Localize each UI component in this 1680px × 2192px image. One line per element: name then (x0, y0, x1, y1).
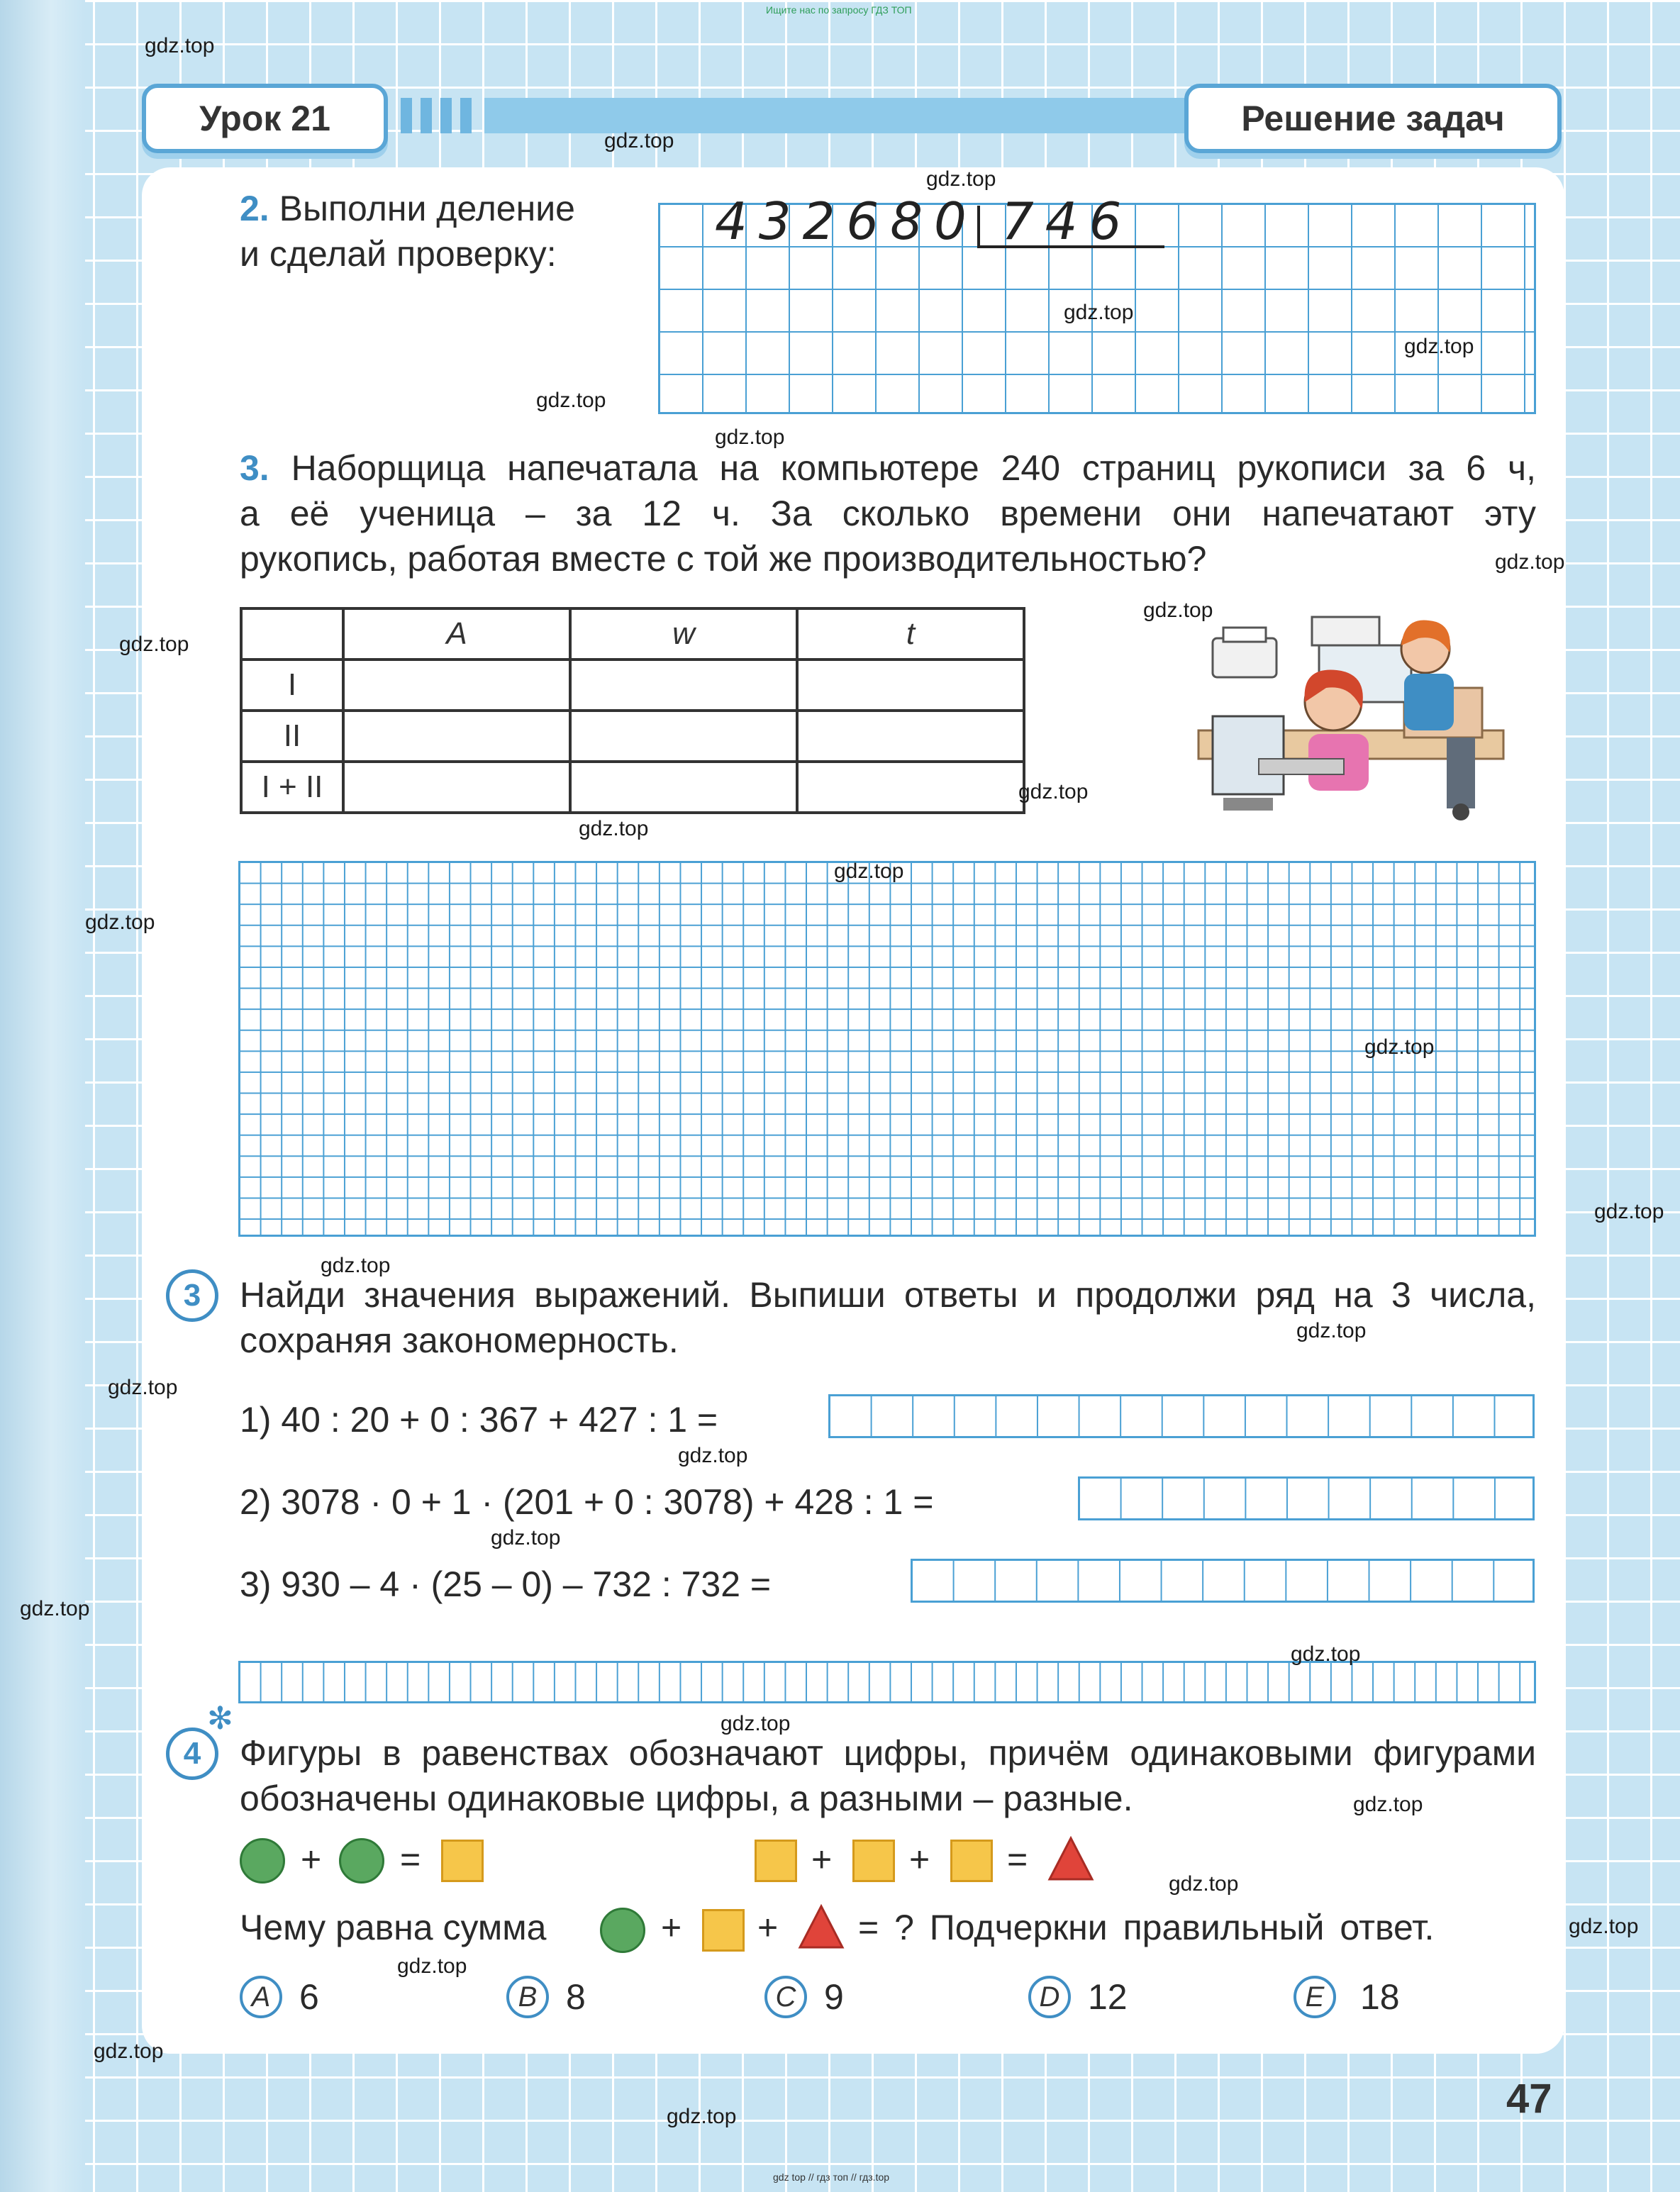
plus-sign: + (301, 1840, 322, 1879)
watermark: gdz.top (397, 1954, 467, 1978)
table-row-label: II (241, 711, 343, 762)
task2-line1: Выполни деление (279, 189, 575, 228)
ex3-text (240, 1272, 1536, 1363)
plus-sign: + (661, 1908, 682, 1947)
table-header-empty (241, 608, 343, 660)
plus-sign: + (909, 1840, 930, 1879)
red-triangle-icon (797, 1903, 845, 1950)
green-circle-icon (600, 1908, 645, 1953)
watermark: gdz.top (1143, 599, 1213, 622)
watermark: gdz.top (1353, 1793, 1423, 1816)
task3-line2: а её ученица – за 12 ч. За сколько времени они напечатают эту (240, 494, 1536, 533)
watermark: gdz.top (1594, 1200, 1664, 1223)
table-row-label: I (241, 660, 343, 711)
plus-sign: + (811, 1840, 833, 1879)
table-cell[interactable] (570, 660, 797, 711)
task3-answer-grid[interactable] (238, 861, 1536, 1237)
table-header-a: A (343, 608, 570, 660)
ex3-line1: Найди значения выражений. Выпиши ответы и продолжи ряд на 3 числа, (240, 1275, 1536, 1315)
lesson-label: Урок 21 (199, 99, 330, 138)
task3-number: 3. (240, 448, 269, 488)
watermark: gdz.top (1495, 550, 1565, 574)
option-letter: C (764, 1976, 807, 2018)
green-circle-icon (240, 1838, 285, 1884)
watermark: gdz.top (1291, 1642, 1361, 1666)
watermark: gdz.top (85, 911, 155, 934)
task2-number: 2. (240, 189, 269, 228)
top-banner: Ищите нас по запросу ГДЗ ТОП (766, 4, 912, 16)
watermark: gdz.top (604, 129, 674, 152)
option-value: 18 (1360, 1977, 1400, 2017)
expression-2: 2) 3078 · 0 + 1 · (201 + 0 : 3078) + 428 : 1 = (240, 1482, 934, 1522)
watermark: gdz.top (1404, 335, 1474, 358)
yellow-square-icon (441, 1840, 484, 1882)
ex4-text (240, 1730, 1536, 1821)
task2-line2: и сделай проверку: (240, 234, 557, 274)
watermark: gdz.top (579, 817, 649, 840)
task3-line3: рукопись, работая вместе с той же производительностью? (240, 539, 1207, 579)
division-dividend: 432680 (715, 191, 978, 251)
watermark: gdz.top (536, 389, 606, 412)
watermark: gdz.top (108, 1376, 178, 1399)
answer-cells-1[interactable] (828, 1394, 1535, 1438)
plus-sign: + (757, 1908, 779, 1947)
watermark: gdz.top (834, 859, 904, 883)
header-stripes (401, 98, 1188, 133)
star-icon: ✻ (207, 1701, 233, 1736)
watermark: gdz.top (491, 1526, 561, 1550)
ex4-line1: Фигуры в равенствах обозначают цифры, причём одинаковыми фигурами (240, 1733, 1536, 1773)
table-cell[interactable] (343, 711, 570, 762)
task3-text (240, 445, 1536, 582)
option-value: 8 (566, 1977, 586, 2017)
watermark: gdz.top (926, 167, 996, 191)
watermark: gdz.top (678, 1444, 748, 1467)
ex3-badge: 3 (166, 1269, 218, 1322)
table-header-w: w (570, 608, 797, 660)
continuation-cells[interactable] (238, 1661, 1536, 1703)
table-header-t: t (797, 608, 1024, 660)
task3-line1: Наборщица напечатала на компьютере 240 страниц рукописи за 6 ч, (291, 448, 1536, 488)
ex4-line2: обозначены одинаковые цифры, а разными – разные. (240, 1779, 1133, 1818)
option-letter: B (506, 1976, 549, 2018)
option-letter: D (1028, 1976, 1071, 2018)
topic-badge (1184, 84, 1562, 153)
option-value: 9 (824, 1977, 844, 2017)
watermark: gdz.top (667, 2105, 737, 2128)
watermark: gdz.top (119, 633, 189, 656)
equals-sign: = (1007, 1840, 1028, 1879)
table-cell[interactable] (343, 762, 570, 813)
watermark: gdz.top (20, 1597, 90, 1620)
question-start: Чему равна сумма (240, 1908, 547, 1947)
topic-label: Решение задач (1241, 99, 1505, 138)
option-value: 6 (299, 1977, 319, 2017)
table-cell[interactable] (570, 762, 797, 813)
watermark: gdz.top (1169, 1872, 1239, 1896)
expression-1: 1) 40 : 20 + 0 : 367 + 427 : 1 = (240, 1400, 718, 1440)
division-divisor: 746 (1001, 191, 1133, 251)
green-circle-icon (339, 1838, 384, 1884)
answer-cells-2[interactable] (1078, 1476, 1535, 1520)
red-triangle-icon (1047, 1835, 1095, 1882)
lesson-badge (142, 84, 388, 153)
watermark: gdz.top (1569, 1915, 1639, 1938)
watermark: gdz.top (1018, 780, 1089, 803)
expression-3: 3) 930 – 4 · (25 – 0) – 732 : 732 = (240, 1564, 772, 1604)
book-spine (0, 0, 85, 2192)
watermark: gdz.top (94, 2040, 164, 2063)
task2-text (240, 186, 637, 277)
option-value: 12 (1088, 1977, 1128, 2017)
option-letter: E (1294, 1976, 1336, 2018)
page-number: 47 (1506, 2076, 1552, 2122)
table-cell[interactable] (797, 762, 1024, 813)
equals-sign: = (400, 1840, 421, 1879)
yellow-square-icon (950, 1840, 993, 1882)
yellow-square-icon (852, 1840, 895, 1882)
watermark: gdz.top (1064, 301, 1134, 324)
option-letter: A (240, 1976, 282, 2018)
watermark: gdz.top (721, 1712, 791, 1735)
watermark: gdz.top (321, 1254, 391, 1277)
table-row-label: I + II (241, 762, 343, 813)
watermark: gdz.top (1364, 1035, 1435, 1059)
ex3-line2: сохраняя закономерность. (240, 1320, 679, 1360)
table-cell[interactable] (797, 660, 1024, 711)
typists-illustration (1191, 596, 1511, 830)
bottom-banner: gdz top // гдз топ // гдз.top (773, 2171, 890, 2183)
watermark: gdz.top (145, 34, 215, 57)
answer-cells-3[interactable] (911, 1559, 1535, 1603)
yellow-square-icon (702, 1909, 745, 1952)
ex4-badge: 4 (166, 1728, 218, 1780)
table-cell[interactable] (797, 711, 1024, 762)
watermark: gdz.top (1296, 1319, 1367, 1342)
task3-table (240, 607, 1025, 814)
yellow-square-icon (755, 1840, 797, 1882)
table-cell[interactable] (343, 660, 570, 711)
table-cell[interactable] (570, 711, 797, 762)
question-end: = ? Подчеркни правильный ответ. (858, 1908, 1435, 1947)
watermark: gdz.top (715, 425, 785, 449)
